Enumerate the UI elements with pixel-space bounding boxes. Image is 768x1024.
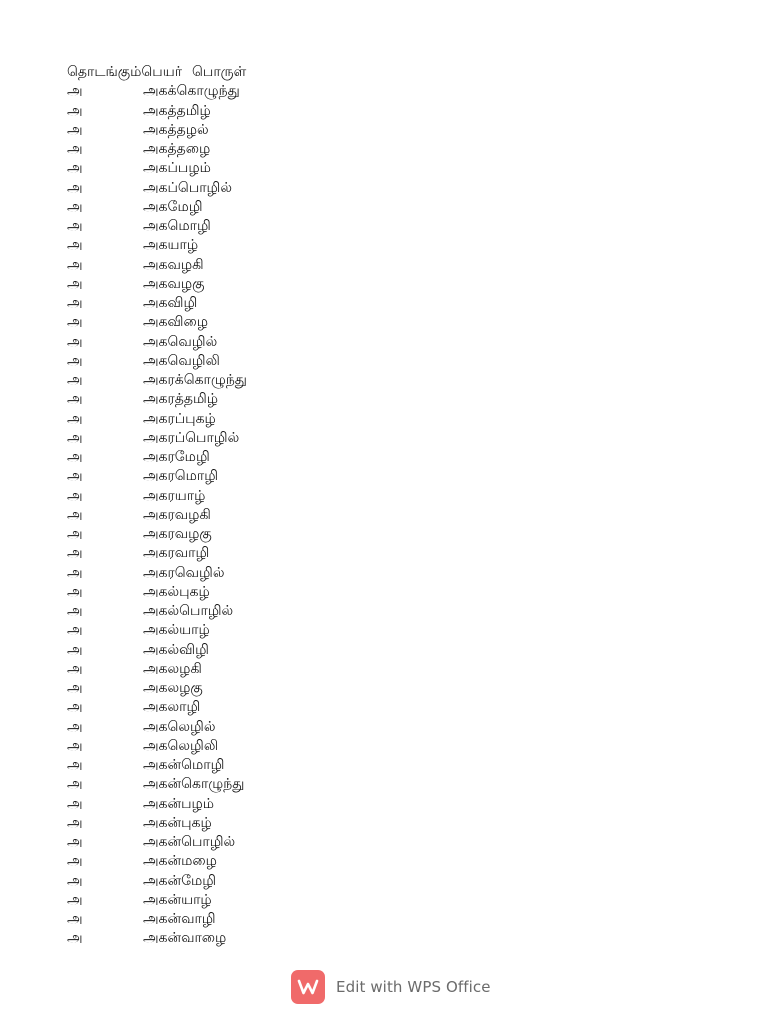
start-letter-cell: அ xyxy=(67,930,83,947)
name-cell: அகவெழிலி xyxy=(143,352,220,369)
table-row xyxy=(67,795,507,814)
name-cell: அகவிழி xyxy=(143,295,198,311)
start-letter-cell: அ xyxy=(67,314,83,331)
name-cell: அகலெழில் xyxy=(143,718,216,735)
table-row xyxy=(67,929,507,948)
start-letter-cell: அ xyxy=(67,429,83,446)
header-start-letter: தொடங்கும்பெயர் xyxy=(67,64,183,80)
table-row xyxy=(67,852,507,871)
table-row xyxy=(67,217,507,236)
table-body xyxy=(67,82,507,948)
start-letter-cell: அ xyxy=(67,911,83,927)
name-cell: அகன்யாழ் xyxy=(143,891,212,908)
table-row xyxy=(67,641,507,660)
start-letter-cell: அ xyxy=(67,641,83,658)
table-row xyxy=(67,737,507,756)
name-cell: அகரயாழ் xyxy=(143,487,206,504)
start-letter-cell: அ xyxy=(67,449,83,465)
name-cell: அகத்தமிழ் xyxy=(143,102,211,119)
name-cell: அகன்புகழ் xyxy=(143,814,212,831)
start-letter-cell: அ xyxy=(67,275,83,292)
start-letter-cell: அ xyxy=(67,564,83,581)
table-row xyxy=(67,814,507,833)
table-row xyxy=(67,872,507,891)
table-row xyxy=(67,140,507,159)
start-letter-cell: அ xyxy=(67,198,83,215)
name-cell: அகலழகி xyxy=(143,660,202,677)
start-letter-cell: அ xyxy=(67,737,83,754)
start-letter-cell: அ xyxy=(67,256,83,273)
start-letter-cell: அ xyxy=(67,352,83,369)
start-letter-cell: அ xyxy=(67,680,83,696)
name-cell: அகலழகு xyxy=(143,680,203,696)
start-letter-cell: அ xyxy=(67,218,83,234)
table-row xyxy=(67,583,507,602)
start-letter-cell: அ xyxy=(67,391,83,408)
start-letter-cell: அ xyxy=(67,795,83,812)
start-letter-cell: அ xyxy=(67,603,83,619)
start-letter-cell: அ xyxy=(67,237,83,254)
name-cell: அகன்மழை xyxy=(143,853,217,870)
table-row xyxy=(67,891,507,910)
name-cell: அகரப்புகழ் xyxy=(143,410,216,427)
start-letter-cell: அ xyxy=(67,776,83,793)
name-cell: அகன்வாழி xyxy=(143,911,216,927)
table-row xyxy=(67,410,507,429)
name-cell: அகயாழ் xyxy=(143,237,199,254)
name-cell: அகரமேழி xyxy=(143,449,210,465)
table-row xyxy=(67,313,507,332)
start-letter-cell: அ xyxy=(67,487,83,504)
table-row xyxy=(67,429,507,448)
name-cell: அகன்வாழை xyxy=(143,930,227,947)
table-row xyxy=(67,121,507,140)
start-letter-cell: அ xyxy=(67,622,83,639)
wps-office-logo-icon xyxy=(291,970,325,1004)
table-row xyxy=(67,352,507,371)
start-letter-cell: அ xyxy=(67,891,83,908)
name-cell: அகரவழகி xyxy=(143,506,211,523)
name-cell: அகரவாழி xyxy=(143,545,210,562)
table-row xyxy=(67,390,507,409)
table-row xyxy=(67,487,507,506)
table-row xyxy=(67,833,507,852)
name-cell: அகரப்பொழில் xyxy=(143,429,240,446)
table-row xyxy=(67,371,507,390)
wps-edit-banner[interactable] xyxy=(291,970,491,1004)
table-row xyxy=(67,679,507,698)
name-cell: அகவழகு xyxy=(143,275,205,292)
table-row xyxy=(67,102,507,121)
name-cell: அகவிழை xyxy=(143,314,208,331)
table-row xyxy=(67,82,507,101)
table-row xyxy=(67,467,507,486)
table-header-row xyxy=(67,63,507,82)
start-letter-cell: அ xyxy=(67,506,83,523)
start-letter-cell: அ xyxy=(67,179,83,196)
start-letter-cell: அ xyxy=(67,333,83,350)
start-letter-cell: அ xyxy=(67,853,83,870)
start-letter-cell: அ xyxy=(67,718,83,735)
name-cell: அகவழகி xyxy=(143,256,204,273)
name-cell: அகன்பொழில் xyxy=(143,834,236,850)
name-cell: அகல்பொழில் xyxy=(143,603,234,619)
table-row xyxy=(67,448,507,467)
table-row xyxy=(67,294,507,313)
start-letter-cell: அ xyxy=(67,660,83,677)
start-letter-cell: அ xyxy=(67,526,83,542)
table-row xyxy=(67,198,507,217)
name-cell: அகல்புகழ் xyxy=(143,583,210,600)
start-letter-cell: அ xyxy=(67,372,83,388)
table-row xyxy=(67,775,507,794)
start-letter-cell: அ xyxy=(67,872,83,889)
table-row xyxy=(67,621,507,640)
name-cell: அகலாழி xyxy=(143,699,201,716)
name-cell: அகன்கொழுந்து xyxy=(143,776,245,793)
name-cell: அகரவெழில் xyxy=(143,564,225,581)
table-row xyxy=(67,525,507,544)
name-cell: அகரவழகு xyxy=(143,526,212,542)
name-table xyxy=(67,63,507,949)
start-letter-cell: அ xyxy=(67,468,83,485)
name-cell: அகல்விழி xyxy=(143,641,209,658)
start-letter-cell: அ xyxy=(67,121,83,138)
table-row xyxy=(67,179,507,198)
table-row xyxy=(67,660,507,679)
table-row xyxy=(67,544,507,563)
name-cell: அகரத்தமிழ் xyxy=(143,391,219,408)
start-letter-cell: அ xyxy=(67,814,83,831)
name-cell: அகப்பழம் xyxy=(143,160,211,177)
name-cell: அகன்மொழி xyxy=(143,757,225,773)
name-cell: அகலெழிலி xyxy=(143,737,219,754)
header-meaning: பொருள் xyxy=(192,64,247,80)
table-row xyxy=(67,333,507,352)
table-row xyxy=(67,275,507,294)
table-row xyxy=(67,159,507,178)
name-cell: அகல்யாழ் xyxy=(143,622,210,639)
start-letter-cell: அ xyxy=(67,160,83,177)
name-cell: அகவெழில் xyxy=(143,333,218,350)
table-row xyxy=(67,564,507,583)
start-letter-cell: அ xyxy=(67,83,83,100)
name-cell: அகத்தழல் xyxy=(143,121,209,138)
table-row xyxy=(67,718,507,737)
name-cell: அகமேழி xyxy=(143,198,203,215)
name-cell: அகரமொழி xyxy=(143,468,219,485)
table-row xyxy=(67,698,507,717)
table-row xyxy=(67,910,507,929)
start-letter-cell: அ xyxy=(67,545,83,562)
table-row xyxy=(67,506,507,525)
name-cell: அகரக்கொழுந்து xyxy=(143,372,247,388)
start-letter-cell: அ xyxy=(67,410,83,427)
wps-edit-label: Edit with WPS Office xyxy=(336,978,491,996)
name-cell: அகன்மேழி xyxy=(143,872,217,889)
table-row xyxy=(67,256,507,275)
start-letter-cell: அ xyxy=(67,834,83,850)
table-row xyxy=(67,236,507,255)
name-cell: அகக்கொழுந்து xyxy=(143,83,240,100)
table-row xyxy=(67,602,507,621)
name-cell: அகப்பொழில் xyxy=(143,179,232,196)
start-letter-cell: அ xyxy=(67,699,83,716)
start-letter-cell: அ xyxy=(67,583,83,600)
name-cell: அகன்பழம் xyxy=(143,795,215,812)
name-cell: அகத்தழை xyxy=(143,141,211,157)
start-letter-cell: அ xyxy=(67,102,83,119)
start-letter-cell: அ xyxy=(67,141,83,157)
table-row xyxy=(67,756,507,775)
start-letter-cell: அ xyxy=(67,757,83,773)
start-letter-cell: அ xyxy=(67,295,83,311)
name-cell: அகமொழி xyxy=(143,218,211,234)
